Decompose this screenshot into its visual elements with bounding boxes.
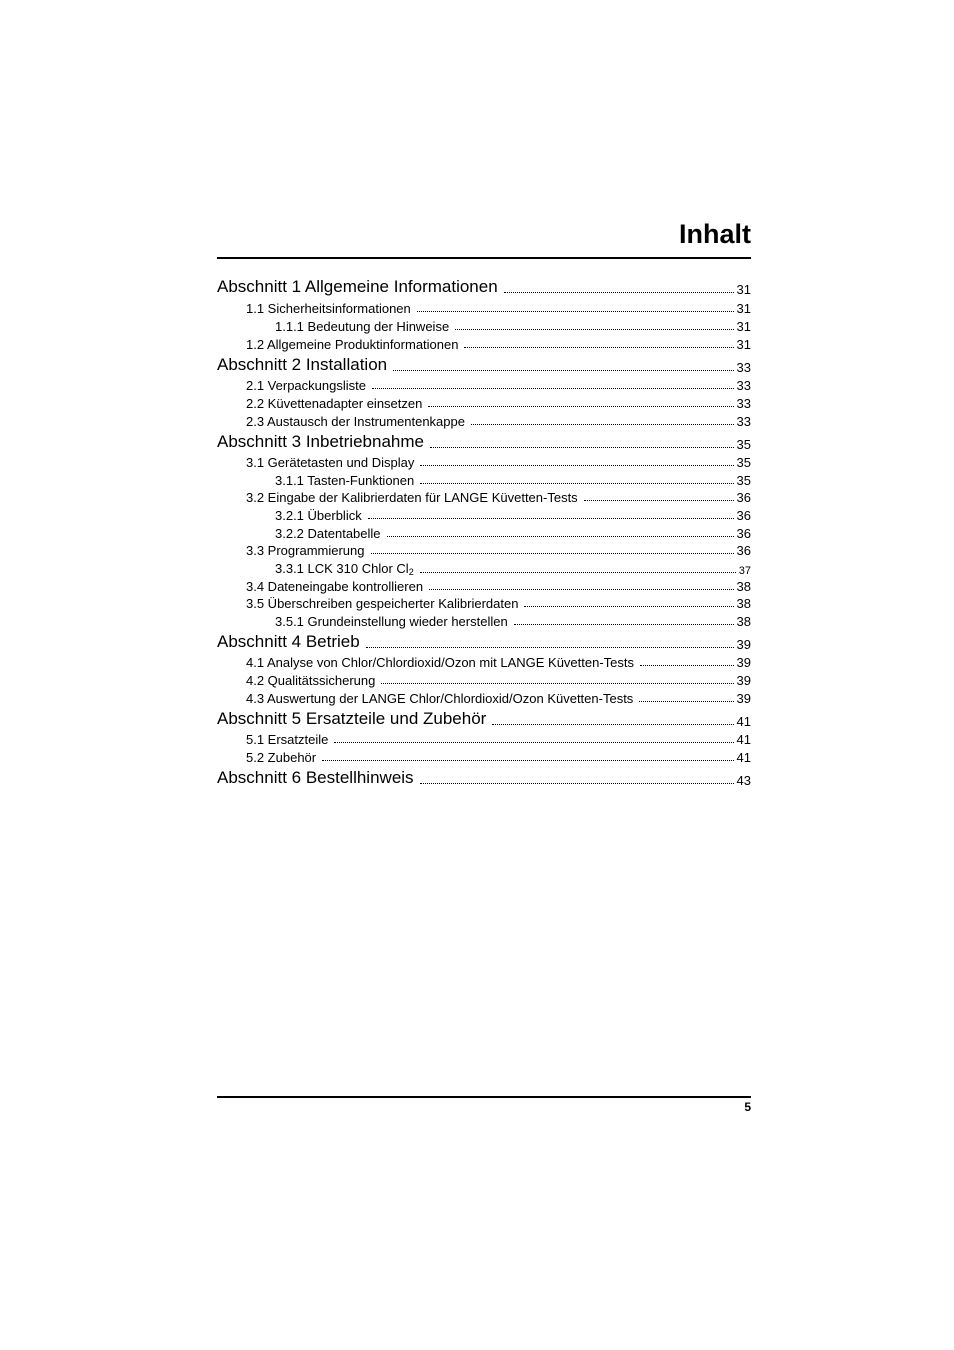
toc-entry-label bbox=[275, 614, 514, 629]
toc-entry-page: 39 bbox=[736, 673, 751, 688]
toc-dot-leader bbox=[471, 424, 734, 425]
toc-entry-label-text: Abschnitt 2 Installation bbox=[217, 355, 388, 374]
toc-entry[interactable] bbox=[217, 314, 751, 334]
table-of-contents bbox=[217, 0, 751, 1350]
toc-entry-label-text: 3.1.1 Tasten-Funktionen bbox=[275, 473, 415, 488]
toc-entry[interactable] bbox=[217, 409, 751, 429]
toc-dot-leader bbox=[640, 665, 734, 666]
toc-entry-page: 39 bbox=[736, 637, 751, 652]
toc-entry[interactable] bbox=[217, 503, 751, 523]
toc-entry[interactable] bbox=[217, 373, 751, 393]
toc-dot-leader bbox=[464, 347, 733, 348]
toc-entry-label bbox=[217, 709, 492, 729]
toc-entry[interactable] bbox=[217, 277, 751, 297]
toc-entry[interactable] bbox=[217, 296, 751, 316]
toc-entry-page: 41 bbox=[736, 714, 751, 729]
toc-entry[interactable] bbox=[217, 668, 751, 688]
toc-dot-leader bbox=[514, 624, 734, 625]
toc-entry-page: 39 bbox=[736, 691, 751, 706]
toc-entry-page: 38 bbox=[736, 596, 751, 611]
toc-entry-page: 31 bbox=[736, 301, 751, 316]
toc-entry-page: 41 bbox=[736, 750, 751, 765]
toc-entry[interactable] bbox=[217, 768, 751, 788]
toc-entry[interactable] bbox=[217, 591, 751, 611]
toc-dot-leader bbox=[372, 388, 734, 389]
toc-entry-page: 36 bbox=[736, 508, 751, 523]
toc-entry-label-text: 3.2.2 Datentabelle bbox=[275, 526, 381, 541]
toc-entry-label-text: 3.3 Programmierung bbox=[246, 543, 365, 558]
toc-entry-label-text: 1.2 Allgemeine Produktinformationen bbox=[246, 337, 459, 352]
toc-entry-page: 36 bbox=[736, 526, 751, 541]
toc-entry-page: 35 bbox=[736, 437, 751, 452]
toc-entry-label-text: 5.1 Ersatzteile bbox=[246, 732, 329, 747]
toc-entry-label-text: 4.3 Auswertung der LANGE Chlor/Chlordioxid/Ozon Küvetten-Tests bbox=[246, 691, 634, 706]
toc-entry-page: 39 bbox=[736, 655, 751, 670]
toc-entry-page: 37 bbox=[738, 565, 751, 577]
toc-entry-page: 36 bbox=[736, 543, 751, 558]
toc-entry-label-text: 3.5.1 Grundeinstellung wieder herstellen bbox=[275, 614, 508, 629]
footer-rule bbox=[217, 1096, 751, 1098]
toc-entry[interactable] bbox=[217, 709, 751, 729]
toc-entry-page: 33 bbox=[736, 360, 751, 375]
toc-entry-page: 35 bbox=[736, 455, 751, 470]
toc-entry-label-text: 1.1.1 Bedeutung der Hinweise bbox=[275, 319, 450, 334]
toc-entry-label bbox=[217, 632, 366, 652]
toc-entry[interactable] bbox=[217, 432, 751, 452]
toc-entry-page: 43 bbox=[736, 773, 751, 788]
toc-entry-label-text: 1.1 Sicherheitsinformationen bbox=[246, 301, 411, 316]
toc-entry-label-text: Abschnitt 4 Betrieb bbox=[217, 632, 360, 651]
toc-dot-leader bbox=[322, 760, 733, 761]
toc-dot-leader bbox=[334, 742, 733, 743]
toc-entry-label bbox=[246, 691, 639, 706]
toc-entry-label-text: Abschnitt 6 Bestellhinweis bbox=[217, 768, 414, 787]
toc-dot-leader bbox=[429, 589, 733, 590]
page-number: 5 bbox=[744, 1100, 751, 1114]
toc-entry[interactable] bbox=[217, 355, 751, 375]
toc-entry[interactable] bbox=[217, 745, 751, 765]
toc-dot-leader bbox=[368, 518, 734, 519]
toc-entry-page: 36 bbox=[736, 490, 751, 505]
toc-dot-leader bbox=[420, 465, 733, 466]
toc-entry-page: 31 bbox=[736, 282, 751, 297]
toc-dot-leader bbox=[455, 329, 733, 330]
page-title: Inhalt bbox=[679, 219, 751, 249]
toc-entry[interactable] bbox=[217, 727, 751, 747]
toc-dot-leader bbox=[417, 311, 734, 312]
toc-entry-page: 31 bbox=[736, 337, 751, 352]
toc-entry-label bbox=[217, 355, 393, 375]
toc-entry-page: 33 bbox=[736, 396, 751, 411]
toc-entry[interactable] bbox=[217, 650, 751, 670]
toc-entry-label-text: 3.3.1 LCK 310 Chlor Cl bbox=[275, 561, 409, 576]
toc-entry[interactable] bbox=[217, 632, 751, 652]
toc-dot-leader bbox=[430, 447, 734, 448]
toc-entry-label bbox=[217, 768, 420, 788]
toc-entry-page: 35 bbox=[736, 473, 751, 488]
toc-entry-label bbox=[246, 414, 471, 429]
toc-dot-leader bbox=[504, 292, 734, 293]
toc-entry[interactable] bbox=[217, 538, 751, 558]
toc-entry-label-text: 3.2.1 Überblick bbox=[275, 508, 362, 523]
toc-entry-label bbox=[246, 337, 464, 352]
toc-entry[interactable] bbox=[217, 332, 751, 352]
toc-entry-label bbox=[246, 543, 371, 558]
toc-entry-label-text: 3.4 Dateneingabe kontrollieren bbox=[246, 579, 424, 594]
toc-entry-label bbox=[246, 750, 322, 765]
toc-dot-leader bbox=[492, 724, 733, 725]
toc-entry-label bbox=[217, 277, 504, 297]
toc-entry-label bbox=[217, 432, 430, 452]
toc-entry-page: 38 bbox=[736, 614, 751, 629]
toc-entry-page: 31 bbox=[736, 319, 751, 334]
toc-entry-label-text: 3.5 Überschreiben gespeicherter Kalibrierdaten bbox=[246, 596, 519, 611]
toc-entry-label-text: 4.1 Analyse von Chlor/Chlordioxid/Ozon mit LANGE Küvetten-Tests bbox=[246, 655, 635, 670]
toc-entry-page: 33 bbox=[736, 414, 751, 429]
toc-entry-label-text: 2.1 Verpackungsliste bbox=[246, 378, 366, 393]
toc-entry-label-text: 2.2 Küvettenadapter einsetzen bbox=[246, 396, 423, 411]
toc-dot-leader bbox=[584, 500, 734, 501]
toc-dot-leader bbox=[393, 370, 733, 371]
toc-dot-leader bbox=[420, 783, 734, 784]
toc-entry-label-text: Abschnitt 1 Allgemeine Informationen bbox=[217, 277, 498, 296]
toc-entry-label-text: 5.2 Zubehör bbox=[246, 750, 317, 765]
toc-dot-leader bbox=[524, 606, 733, 607]
toc-entry-page: 38 bbox=[736, 579, 751, 594]
toc-entry[interactable] bbox=[217, 391, 751, 411]
toc-dot-leader bbox=[371, 553, 734, 554]
toc-dot-leader bbox=[366, 647, 734, 648]
toc-dot-leader bbox=[639, 701, 733, 702]
toc-entry-label-text: Abschnitt 5 Ersatzteile und Zubehör bbox=[217, 709, 487, 728]
toc-entry-page: 33 bbox=[736, 378, 751, 393]
toc-entry[interactable] bbox=[217, 686, 751, 706]
toc-entry-label-text: 2.3 Austausch der Instrumentenkappe bbox=[246, 414, 465, 429]
toc-entry-label-text: 3.2 Eingabe der Kalibrierdaten für LANGE Küvetten-Tests bbox=[246, 490, 578, 505]
toc-dot-leader bbox=[381, 683, 733, 684]
toc-entry-subscript: 2 bbox=[408, 567, 414, 577]
toc-dot-leader bbox=[420, 572, 736, 573]
toc-entry[interactable] bbox=[217, 609, 751, 629]
toc-entry-label-text: 4.2 Qualitätssicherung bbox=[246, 673, 376, 688]
toc-entry-label-text: Abschnitt 3 Inbetriebnahme bbox=[217, 432, 424, 451]
toc-entry[interactable] bbox=[217, 450, 751, 470]
toc-entry[interactable] bbox=[217, 485, 751, 505]
toc-entry-page: 41 bbox=[736, 732, 751, 747]
toc-entry-label-text: 3.1 Gerätetasten und Display bbox=[246, 455, 415, 470]
toc-dot-leader bbox=[428, 406, 733, 407]
toc-dot-leader bbox=[420, 483, 733, 484]
toc-dot-leader bbox=[387, 536, 734, 537]
